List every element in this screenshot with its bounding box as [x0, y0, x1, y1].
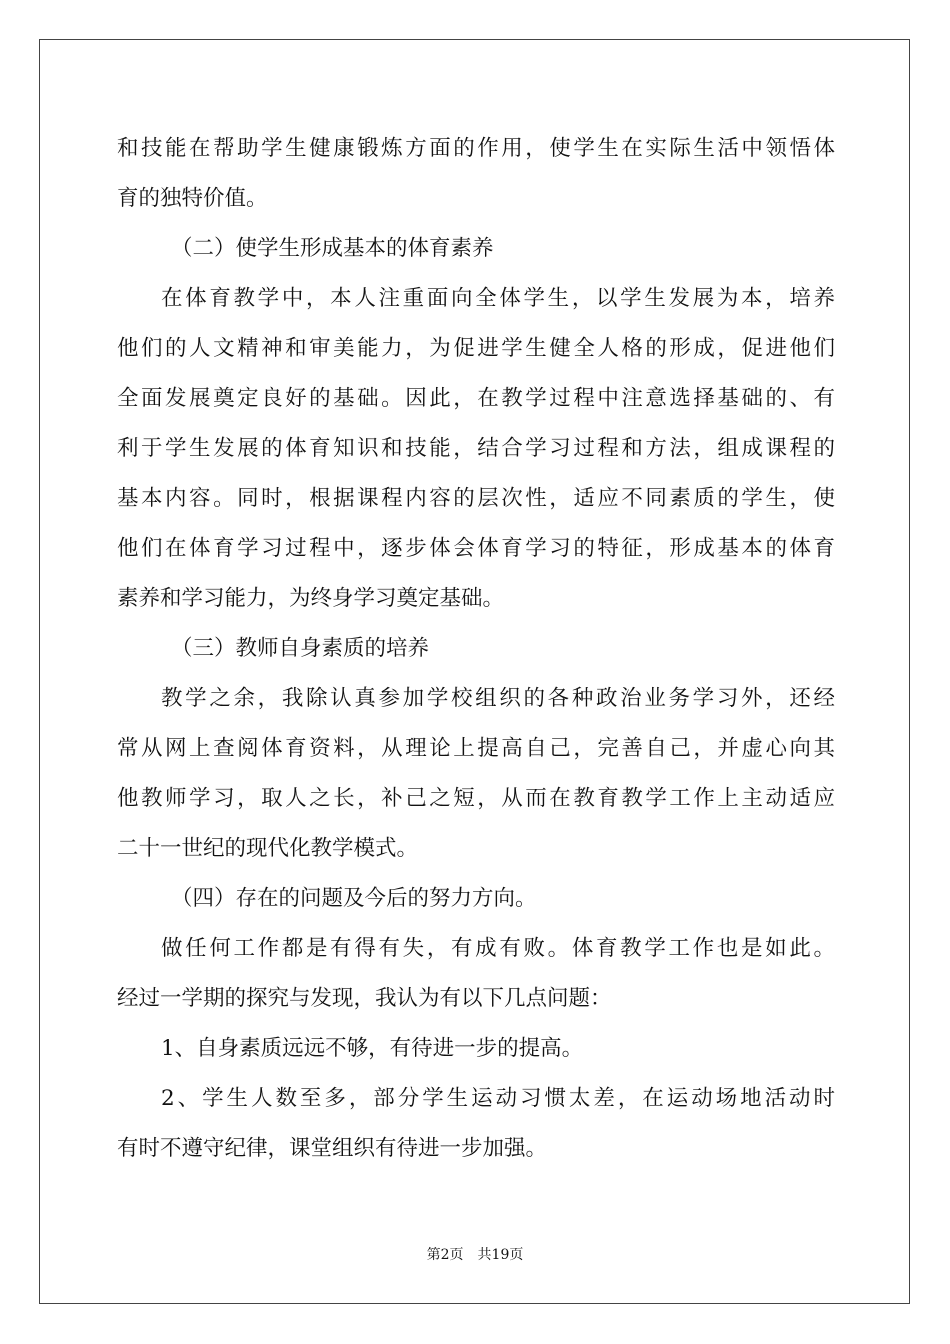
paragraph-line: 有时不遵守纪律，课堂组织有待进一步加强。 — [117, 1136, 548, 1161]
paragraph-line: 常从网上查阅体育资料，从理论上提高自己，完善自己，并虚心向其 — [117, 736, 835, 761]
paragraph-line: 素养和学习能力，为终身学习奠定基础。 — [117, 586, 505, 611]
page-number: 第2页 — [426, 1247, 464, 1263]
paragraph-line: 基本内容。同时，根据课程内容的层次性，适应不同素质的学生，使 — [117, 486, 835, 511]
document-body — [117, 124, 835, 1174]
paragraph-line: 教学之余，我除认真参加学校组织的各种政治业务学习外，还经 — [161, 686, 835, 711]
paragraph-line: 育的独特价值。 — [117, 186, 268, 211]
paragraph-line: 在体育教学中，本人注重面向全体学生，以学生发展为本，培养 — [161, 286, 835, 311]
paragraph-line: 利于学生发展的体育知识和技能，结合学习过程和方法，组成课程的 — [117, 436, 835, 461]
list-item: 2、学生人数至多，部分学生运动习惯太差，在运动场地活动时 — [161, 1086, 835, 1111]
paragraph-line: 全面发展奠定良好的基础。因此，在教学过程中注意选择基础的、有 — [117, 386, 835, 411]
paragraph-line: 他教师学习，取人之长，补己之短，从而在教育教学工作上主动适应 — [117, 786, 835, 811]
page-total: 共19页 — [477, 1247, 524, 1263]
section-heading: （三）教师自身素质的培养 — [171, 636, 430, 661]
section-heading: （二）使学生形成基本的体育素养 — [171, 236, 494, 261]
paragraph-line: 做任何工作都是有得有失，有成有败。体育教学工作也是如此。 — [161, 936, 835, 961]
list-item: 1、自身素质远远不够，有待进一步的提高。 — [161, 1036, 584, 1061]
paragraph-line: 和技能在帮助学生健康锻炼方面的作用，使学生在实际生活中领悟体 — [117, 136, 835, 161]
section-heading: （四）存在的问题及今后的努力方向。 — [171, 886, 537, 911]
paragraph-line: 二十一世纪的现代化教学模式。 — [117, 836, 419, 861]
paragraph-line: 经过一学期的探究与发现，我认为有以下几点问题： — [117, 986, 612, 1011]
paragraph-line: 他们在体育学习过程中，逐步体会体育学习的特征，形成基本的体育 — [117, 536, 835, 561]
page-footer — [0, 1244, 950, 1264]
paragraph-line: 他们的人文精神和审美能力，为促进学生健全人格的形成，促进他们 — [117, 336, 835, 361]
